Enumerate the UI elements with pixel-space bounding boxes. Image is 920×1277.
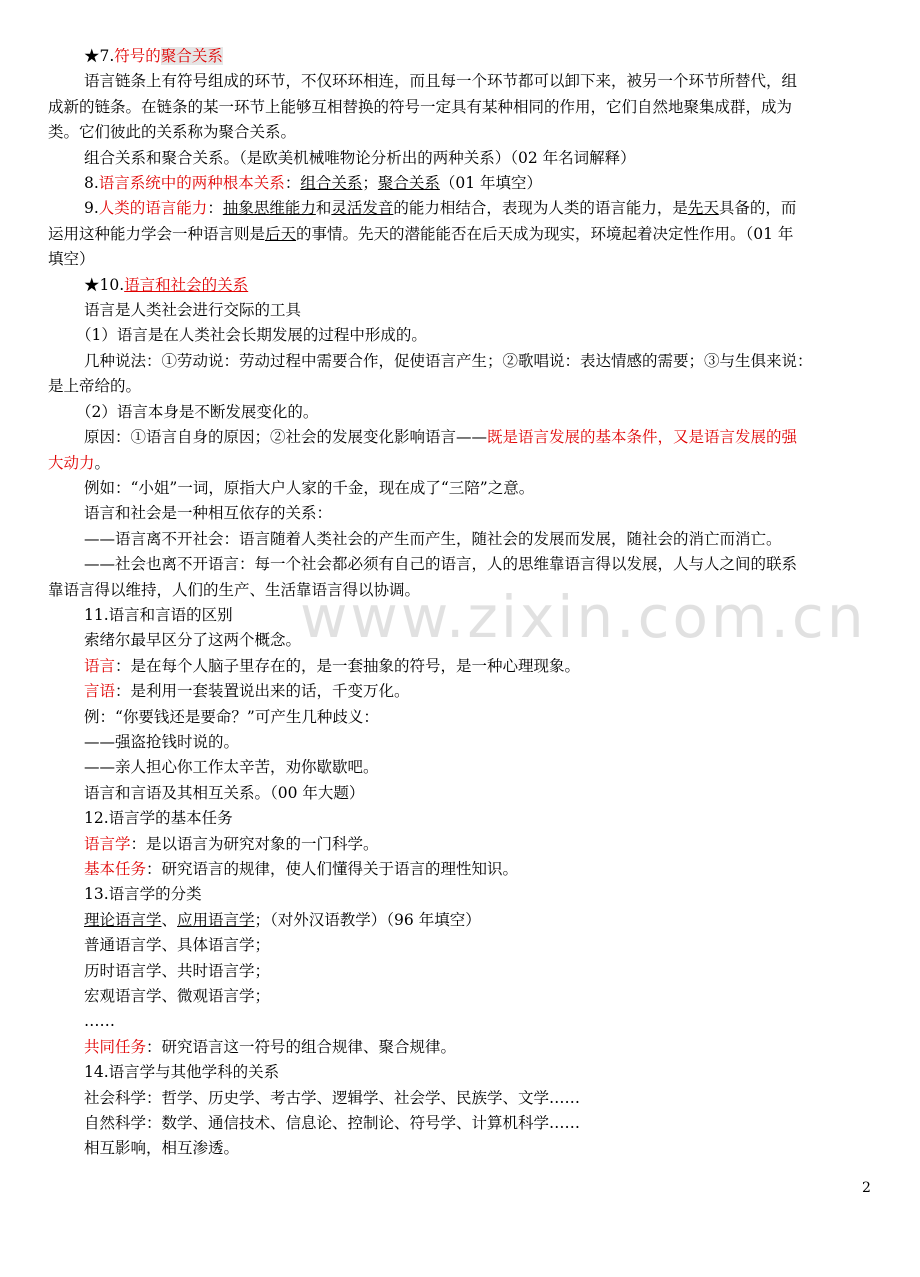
paragraph-line bbox=[48, 679, 876, 704]
heading-text: 符号的 bbox=[114, 47, 161, 65]
text-span: 的事情。先天的潜能能否在后天成为现实，环境起着决定性作用。（01 年 bbox=[296, 224, 794, 243]
paragraph-line bbox=[48, 654, 876, 679]
paragraph-line bbox=[48, 425, 876, 450]
text-span: ：是利用一套装置说出来的话，千变万化。 bbox=[115, 682, 410, 701]
paragraph-line: 组合关系和聚合关系。（是欧美机械唯物论分析出的两种关系）（02 年名词解释） bbox=[84, 148, 636, 167]
paragraph-line: 普通语言学、具体语言学； bbox=[84, 936, 271, 955]
paragraph-line: ——语言离不开社会：语言随着人类社会的产生而产生，随社会的发展而发展，随社会的消亡而消亡。 bbox=[84, 529, 782, 548]
text-span: 。 bbox=[94, 453, 111, 472]
paragraph-line: 自然科学：数学、通信技术、信息论、控制论、符号学、计算机科学…… bbox=[84, 1114, 581, 1133]
heading-text: 语言系统中的两种根本关系 bbox=[98, 174, 285, 193]
section-14-heading: 14.语言学与其他学科的关系 bbox=[84, 1063, 280, 1082]
section-12-heading: 12.语言学的基本任务 bbox=[84, 809, 233, 828]
emphasis-text: 大动力 bbox=[48, 453, 95, 472]
paragraph-line: ——强盗抢钱时说的。 bbox=[84, 732, 240, 751]
heading-text: 人类的语言能力 bbox=[98, 199, 208, 218]
paragraph-line: 相互影响，相互渗透。 bbox=[84, 1139, 240, 1158]
underlined-term: 先天 bbox=[687, 199, 719, 218]
text-span: 和 bbox=[315, 199, 332, 218]
section-8-heading bbox=[48, 171, 876, 196]
paragraph-line: 成新的链条。在链条的某一环节上能够互相替换的符号一定具有某种相同的作用，它们自然地聚集成群，成为 bbox=[48, 97, 793, 116]
underlined-term: 组合关系 bbox=[300, 174, 363, 193]
heading-highlight: 聚合关系 bbox=[160, 47, 223, 65]
paragraph-line: 语言是人类社会进行交际的工具 bbox=[84, 301, 302, 320]
paragraph-line: 宏观语言学、微观语言学； bbox=[84, 987, 271, 1006]
separator: ； bbox=[362, 174, 378, 193]
page-number: 2 bbox=[862, 1180, 871, 1196]
paragraph-line: 靠语言得以维持，人们的生产、生活靠语言得以协调。 bbox=[48, 580, 421, 599]
ellipsis-line: …… bbox=[84, 1012, 115, 1031]
paragraph-line: 例如：“小姐”一词，原指大户人家的千金，现在成了“三陪”之意。 bbox=[84, 478, 535, 497]
text-span: 的能力相结合，表现为人类的语言能力，是 bbox=[393, 199, 688, 218]
paragraph-line: 是上帝给的。 bbox=[48, 377, 142, 396]
colon: ： bbox=[284, 174, 301, 193]
underlined-term: 应用语言学 bbox=[177, 910, 255, 929]
paragraph-line: 语言和社会是一种相互依存的关系： bbox=[84, 504, 333, 523]
term-label: 基本任务 bbox=[84, 860, 147, 878]
paragraph-line bbox=[48, 908, 876, 933]
star-icon: ★10. bbox=[84, 275, 125, 294]
star-icon: ★7. bbox=[84, 47, 115, 65]
term-label: 言语 bbox=[84, 682, 116, 701]
paragraph-line bbox=[48, 451, 876, 476]
paragraph-line bbox=[48, 222, 876, 247]
heading-text: 语言和社会的关系 bbox=[124, 275, 249, 294]
section-9-heading bbox=[48, 196, 876, 221]
paragraph-line: 填空） bbox=[48, 250, 95, 269]
section-7-heading bbox=[48, 44, 876, 69]
paragraph-line: 语言链条上有符号组成的环节，不仅环环相连，而且每一个环节都可以卸下来，被另一个环节所替代，组 bbox=[84, 72, 798, 91]
note-text: ；（对外汉语教学）（96 年填空） bbox=[254, 910, 481, 929]
paragraph-line: 语言和言语及其相互关系。（00 年大题） bbox=[84, 783, 365, 802]
paragraph-line: 索绪尔最早区分了这两个概念。 bbox=[84, 631, 302, 650]
paragraph-line: 类。它们彼此的关系称为聚合关系。 bbox=[48, 123, 297, 142]
underlined-term: 理论语言学 bbox=[84, 910, 162, 929]
text-span: ：研究语言的规律，使人们懂得关于语言的理性知识。 bbox=[146, 860, 519, 878]
term-label: 语言学 bbox=[84, 834, 131, 853]
emphasis-text: 既是语言发展的基本条件，又是语言发展的强 bbox=[487, 428, 798, 447]
section-13-heading: 13.语言学的分类 bbox=[84, 885, 202, 904]
colon: ： bbox=[207, 199, 223, 218]
paragraph-line: ——亲人担心你工作太辛苦，劝你歇歇吧。 bbox=[84, 758, 379, 777]
paragraph-line: 社会科学：哲学、历史学、考古学、逻辑学、社会学、民族学、文学…… bbox=[84, 1088, 581, 1107]
document-page bbox=[48, 44, 876, 1162]
paragraph-line: （1）语言是在人类社会长期发展的过程中形成的。 bbox=[76, 326, 427, 345]
underlined-term: 后天 bbox=[265, 224, 297, 243]
paragraph-line: 例：“你要钱还是要命？”可产生几种歧义： bbox=[84, 707, 379, 726]
underlined-term: 抽象思维能力 bbox=[222, 199, 316, 218]
text-span: ：是以语言为研究对象的一门科学。 bbox=[130, 834, 379, 853]
paragraph-line: ——社会也离不开语言：每一个社会都必须有自己的语言，人的思维靠语言得以发展，人与人之间的联系 bbox=[84, 555, 798, 574]
paragraph-line bbox=[48, 832, 876, 857]
text-span: ：是在每个人脑子里存在的，是一套抽象的符号，是一种心理现象。 bbox=[115, 656, 581, 675]
section-10-heading bbox=[48, 273, 876, 298]
term-label: 语言 bbox=[84, 656, 116, 675]
paragraph-line: 历时语言学、共时语言学； bbox=[84, 961, 271, 980]
paragraph-line bbox=[48, 857, 876, 882]
text-span: 原因：①语言自身的原因；②社会的发展变化影响语言—— bbox=[84, 428, 488, 447]
text-span: 运用这种能力学会一种语言则是 bbox=[48, 224, 266, 243]
section-number: 9. bbox=[84, 199, 99, 218]
section-11-heading: 11.语言和言语的区别 bbox=[84, 605, 233, 624]
paragraph-line bbox=[48, 1035, 876, 1060]
watermark: www.zixin.com.cn bbox=[300, 583, 867, 651]
underlined-term: 聚合关系 bbox=[377, 174, 440, 193]
text-span: 具备的，而 bbox=[718, 199, 797, 218]
underlined-term: 灵活发音 bbox=[331, 199, 394, 218]
note-text: （01 年填空） bbox=[439, 174, 543, 193]
paragraph-line: （2）语言本身是不断发展变化的。 bbox=[76, 402, 319, 421]
section-number: 8. bbox=[84, 174, 99, 193]
paragraph-line: 几种说法：①劳动说：劳动过程中需要合作，促使语言产生；②歌唱说：表达情感的需要；③与生俱来说： bbox=[84, 351, 813, 370]
term-label: 共同任务 bbox=[84, 1037, 147, 1056]
separator: 、 bbox=[161, 910, 178, 929]
text-span: ：研究语言这一符号的组合规律、聚合规律。 bbox=[146, 1037, 457, 1056]
